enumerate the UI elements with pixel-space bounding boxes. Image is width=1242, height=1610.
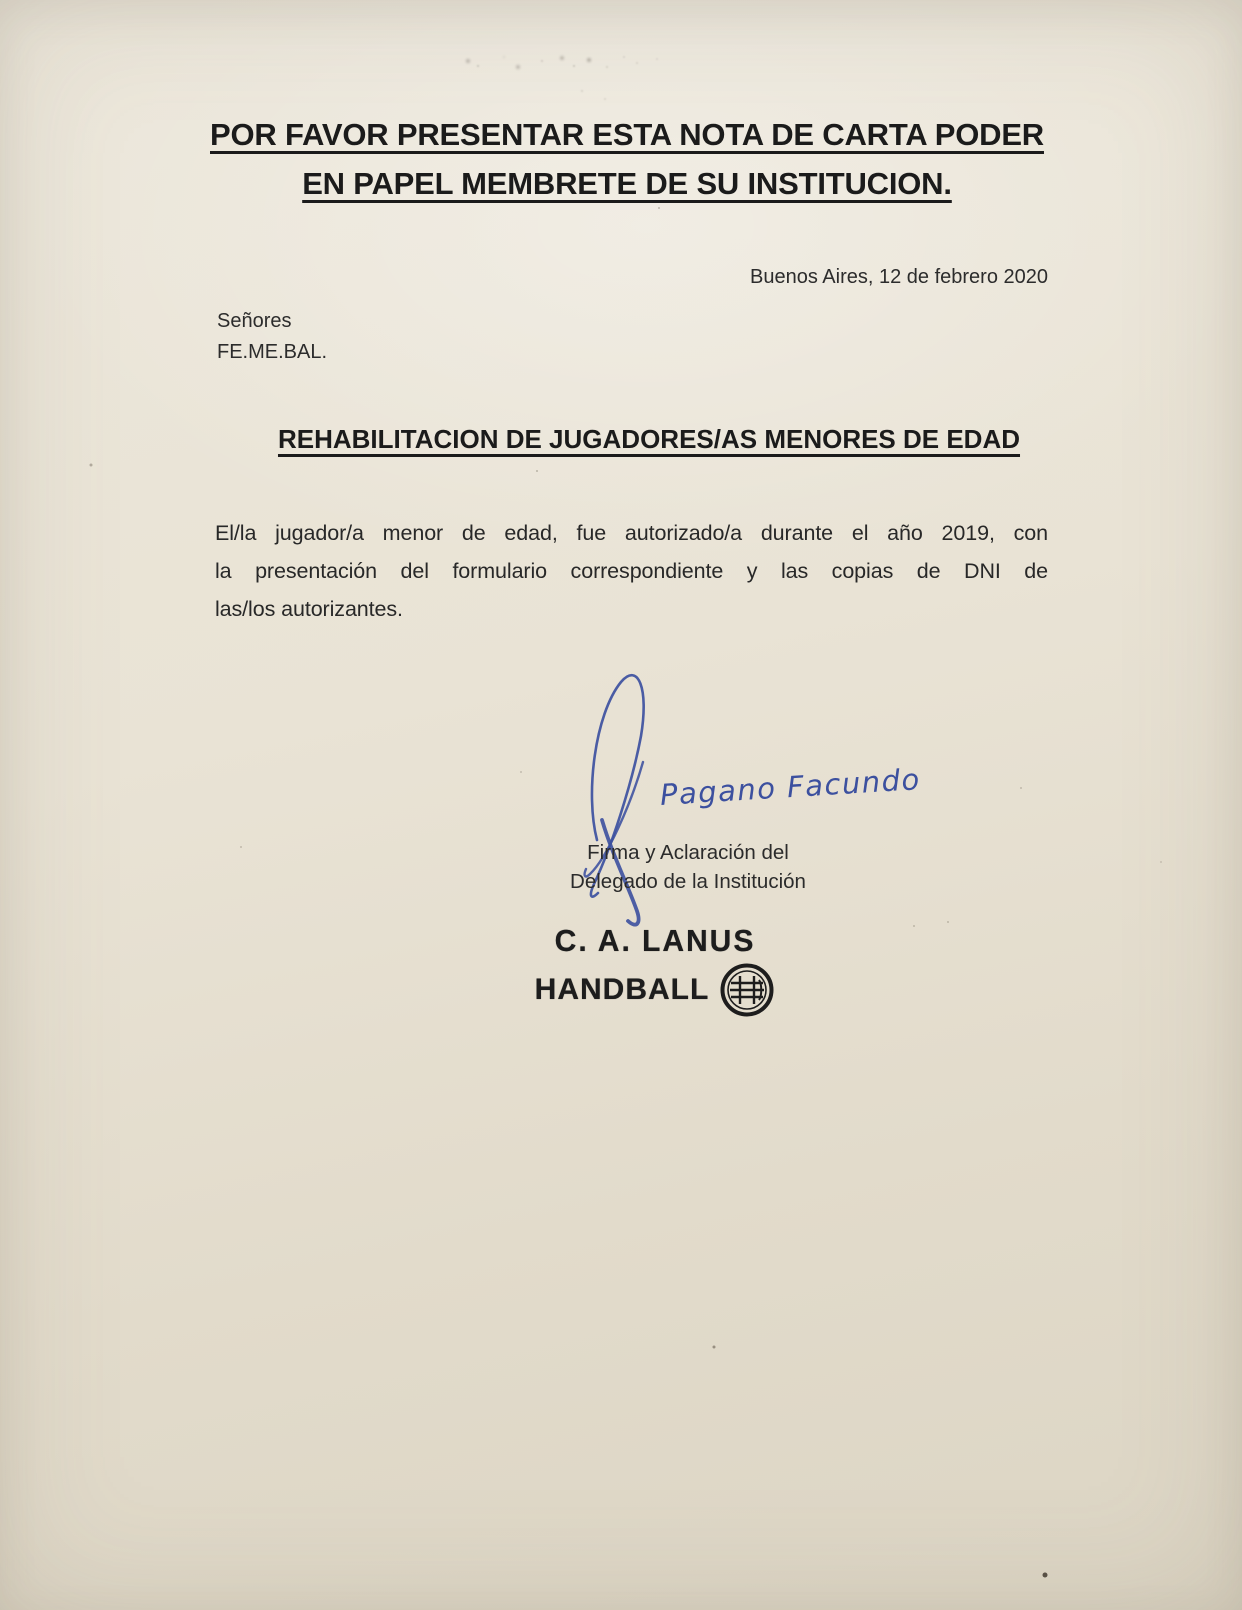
stamp-second-row	[455, 962, 855, 1018]
notice-line-1: POR FAVOR PRESENTAR ESTA NOTA DE CARTA PODER	[210, 117, 1044, 152]
signature-caption-line-2: Delegado de la Institución	[570, 870, 806, 893]
addressee-organization: FE.ME.BAL.	[217, 341, 328, 363]
body-line-1: El/la jugador/a menor de edad, fue autorizado/a durante el año 2019, con	[215, 521, 1048, 545]
handwritten-signature-name: Pagano Facundo	[658, 762, 922, 812]
letter-date: Buenos Aires, 12 de febrero 2020	[750, 266, 1048, 288]
signature-caption	[528, 838, 848, 896]
notice-line-2: EN PAPEL MEMBRETE DE SU INSTITUCION.	[302, 166, 952, 201]
body-paragraph	[215, 514, 1048, 628]
body-line-3: las/los autorizantes.	[215, 597, 403, 621]
signature-caption-line-1: Firma y Aclaración del	[587, 841, 789, 864]
notice-heading	[0, 110, 1242, 208]
stamp-discipline: HANDBALL	[534, 973, 710, 1006]
subject-heading: REHABILITACION DE JUGADORES/AS MENORES DE EDAD	[277, 424, 1021, 454]
lanus-crest-icon	[719, 962, 775, 1018]
stamp-club-name: C. A. LANUS	[554, 923, 756, 958]
addressee-salutation: Señores	[217, 310, 292, 332]
addressee-block	[217, 306, 327, 368]
paper-specks	[0, 0, 2, 2]
club-stamp	[455, 922, 855, 1018]
ink-smudge	[455, 42, 457, 44]
body-line-2: la presentación del formulario correspondiente y las copias de DNI de	[215, 559, 1048, 583]
